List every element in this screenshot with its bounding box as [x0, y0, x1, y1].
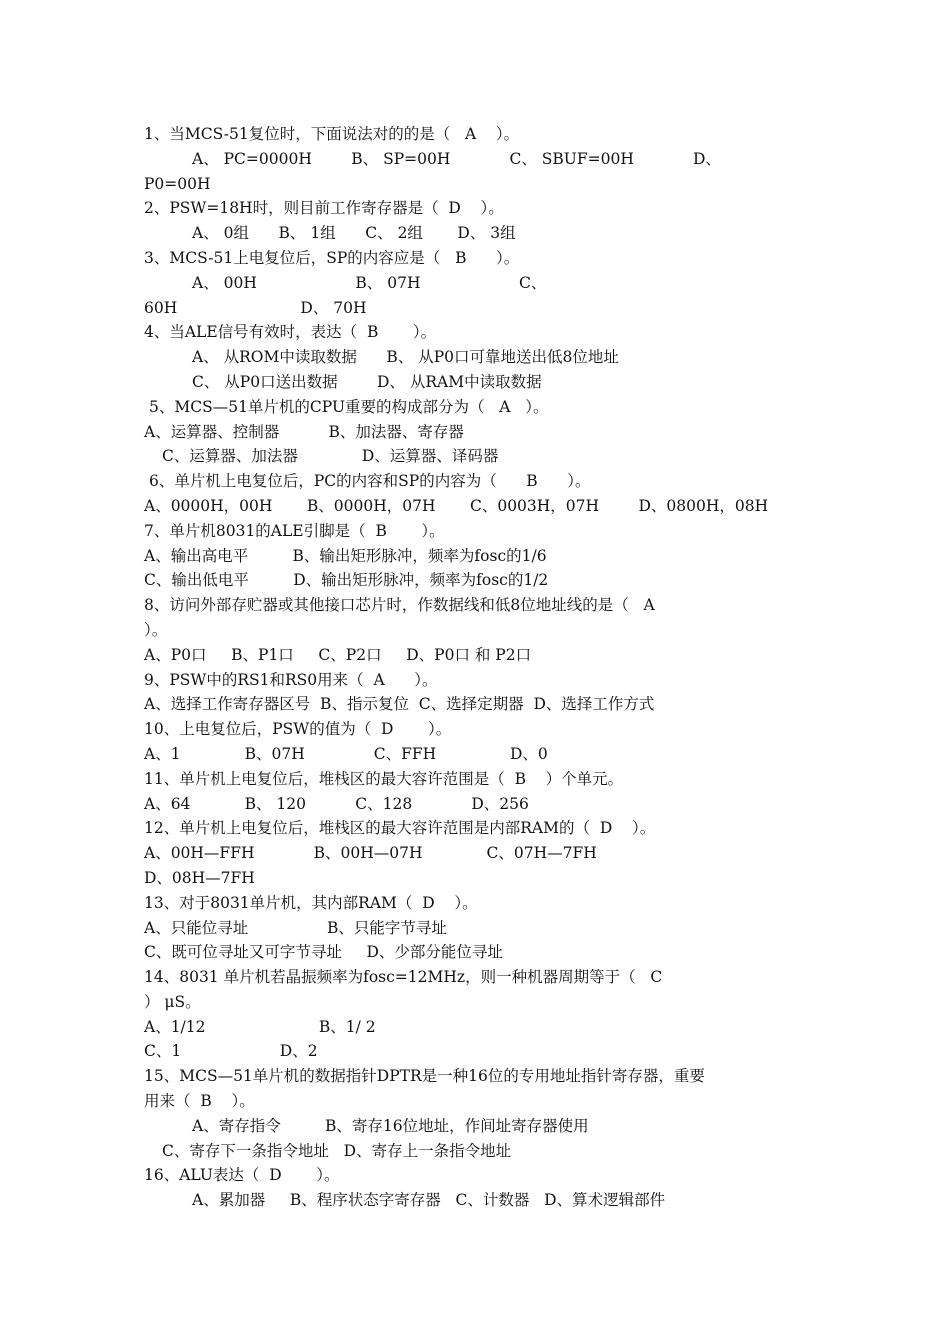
text-line: 9、PSW中的RS1和RS0用来（ A ）。 [144, 670, 438, 689]
text-line: 8、访问外部存贮器或其他接口芯片时，作数据线和低8位地址线的是（ A [144, 596, 655, 615]
exam-questions [144, 122, 809, 1213]
text-line: C、输出低电平 D、输出矩形脉冲，频率为fosc的1/2 [144, 571, 549, 590]
text-line: C、既可位寻址又可字节寻址 D、少部分能位寻址 [144, 943, 503, 962]
text-line: 5、MCS—51单片机的CPU重要的构成部分为（ A ）。 [149, 397, 549, 416]
text-line: 7、单片机8031的ALE引脚是（ B ）。 [144, 521, 445, 540]
text-line: A、运算器、控制器 B、加法器、寄存器 [144, 422, 464, 441]
text-line: A、寄存指令 B、寄存16位地址，作间址寄存器使用 [192, 1116, 589, 1135]
text-line: 14、8031 单片机若晶振频率为fosc=12MHz，则一种机器周期等于（ C [144, 968, 663, 987]
text-line: A、输出高电平 B、输出矩形脉冲，频率为fosc的1/6 [144, 546, 547, 565]
text-line: 13、对于8031单片机，其内部RAM（ D ）。 [144, 893, 478, 912]
text-line: A、只能位寻址 B、只能字节寻址 [144, 918, 447, 937]
text-line: 12、单片机上电复位后，堆栈区的最大容许范围是内部RAM的（ D ）。 [144, 819, 656, 838]
text-line: P0=00H [144, 174, 211, 193]
text-line: 1、当MCS-51复位时，下面说法对的的是（ A ）。 [144, 125, 520, 143]
text-line: 11、单片机上电复位后，堆栈区的最大容许范围是（ B ）个单元。 [144, 769, 624, 788]
text-line: A、累加器 B、程序状态字寄存器 C、计数器 D、算术逻辑部件 [192, 1191, 666, 1210]
text-line: C、寄存下一条指令地址 D、寄存上一条指令地址 [162, 1141, 512, 1160]
text-line: 4、当ALE信号有效时，表达（ B ）。 [144, 323, 437, 342]
text-line: A、P0口 B、P1口 C、P2口 D、P0口 和 P2口 [144, 645, 532, 664]
text-line: 6、单片机上电复位后，PC的内容和SP的内容为（ B ）。 [149, 472, 591, 491]
text-line: 15、MCS—51单片机的数据指针DPTR是一种16位的专用地址指针寄存器，重要 [144, 1067, 705, 1086]
text-line: 3、MCS-51上电复位后，SP的内容应是（ B ）。 [144, 248, 520, 267]
text-line: A、64 B、 120 C、128 D、256 [144, 794, 529, 813]
text-line: 2、PSW=18H时，则目前工作寄存器是（ D ）。 [144, 199, 504, 218]
text-line: A、00H—FFH B、00H—07H C、07H—7FH [144, 844, 597, 863]
text-line: 60H D、 70H [144, 298, 367, 317]
text-line: D、08H—7FH [144, 868, 255, 887]
text-line: A、 PC=0000H B、 SP=00H C、 SBUF=00H D、 [192, 149, 721, 168]
text-line: C、运算器、加法器 D、运算器、译码器 [162, 447, 499, 466]
text-line: 10、上电复位后，PSW的值为（ D ）。 [144, 720, 452, 739]
text-line: A、1 B、07H C、FFH D、0 [144, 744, 548, 763]
text-line: ）。 [144, 620, 168, 639]
text-line: C、1 D、2 [144, 1042, 318, 1061]
text-line: A、0000H，00H B、0000H，07H C、0003H，07H D、0800H，08H [144, 496, 769, 515]
text-line: A、选择工作寄存器区号 B、指示复位 C、选择定期器 D、选择工作方式 [144, 695, 655, 714]
text-line: A、 从ROM中读取数据 B、 从P0口可靠地送出低8位地址 [192, 348, 619, 367]
text-line: 16、ALU表达（ D ）。 [144, 1166, 340, 1185]
text-line: ） μS。 [144, 992, 201, 1011]
text-line: C、 从P0口送出数据 D、 从RAM中读取数据 [192, 372, 542, 391]
text-line: 用来（ B ）。 [144, 1092, 255, 1111]
text-line: A、 0组 B、 1组 C、 2组 D、 3组 [192, 224, 516, 243]
text-line: A、1/12 B、1/ 2 [144, 1017, 376, 1036]
text-line: A、 00H B、 07H C、 [192, 273, 547, 292]
